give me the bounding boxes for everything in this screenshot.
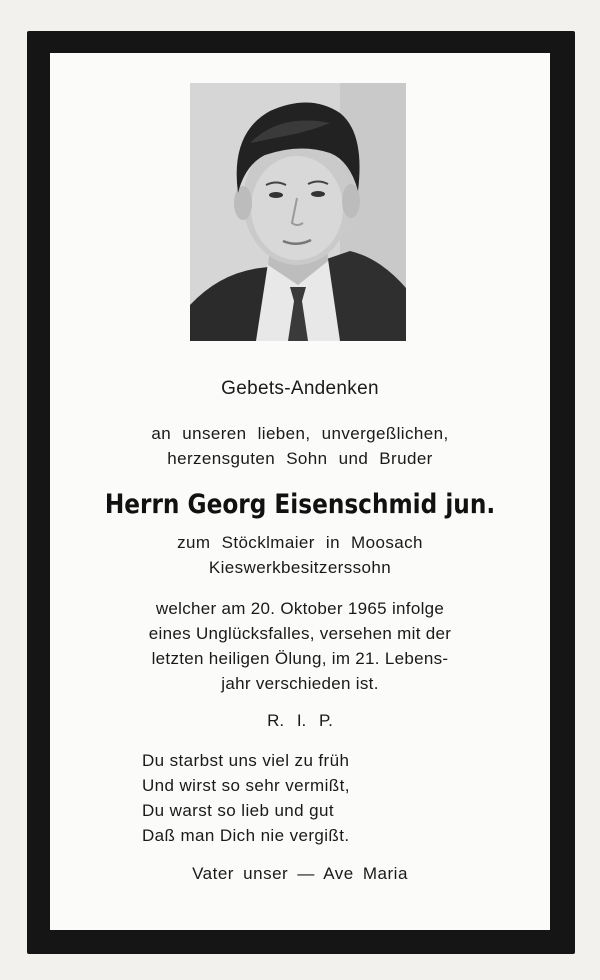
deceased-name: Herrn Georg Eisenschmid jun. xyxy=(104,489,496,520)
prayer-line: Vater unser — Ave Maria xyxy=(192,864,408,883)
death-notice xyxy=(50,596,550,696)
intro-line-1: an unseren lieben, unvergeßlichen, xyxy=(151,424,449,443)
verse-line-3: Du warst so lieb und gut xyxy=(142,801,334,820)
detail-line-1: zum Stöcklmaier in Moosach xyxy=(177,533,423,552)
detail-line-2: Kieswerkbesitzerssohn xyxy=(208,558,392,577)
verse-line-2: Und wirst so sehr vermißt, xyxy=(142,776,350,795)
intro-line-2: herzensguten Sohn und Bruder xyxy=(167,449,433,468)
memorial-verse xyxy=(50,748,550,848)
death-notice-line-2: eines Unglücksfalles, versehen mit der xyxy=(148,624,452,643)
verse-line-1: Du starbst uns viel zu früh xyxy=(142,751,350,770)
verse-line-4: Daß man Dich nie vergißt. xyxy=(142,826,350,845)
rip-text: R. I. P. xyxy=(267,711,333,730)
death-notice-line-4: jahr verschieden ist. xyxy=(221,674,379,693)
death-notice-line-3: letzten heiligen Ölung, im 21. Lebens- xyxy=(151,649,449,668)
card-title: Gebets-Andenken xyxy=(221,378,379,399)
portrait-photo xyxy=(190,83,406,341)
death-notice-line-1: welcher am 20. Oktober 1965 infolge xyxy=(155,599,445,618)
